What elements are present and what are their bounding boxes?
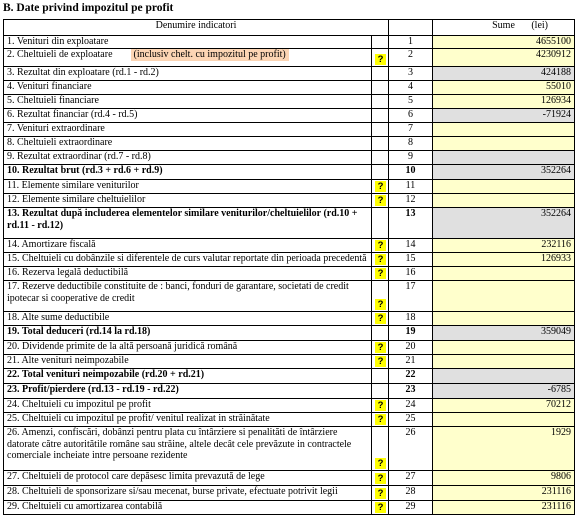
help-cell — [372, 267, 389, 281]
help-cell — [372, 180, 389, 194]
value-input[interactable]: 4230912 — [433, 49, 575, 67]
row-number: 21 — [389, 355, 433, 369]
indicator-label: 20. Dividende primite de la altă persoană juridică română — [7, 341, 238, 352]
row-number: 16 — [389, 267, 433, 281]
indicator-cell — [4, 281, 372, 312]
indicator-cell — [4, 109, 372, 123]
table-row — [4, 384, 575, 399]
help-cell — [372, 501, 389, 515]
table-row — [4, 137, 575, 151]
table-row — [4, 165, 575, 180]
table-row — [4, 341, 575, 355]
value-input[interactable]: 55010 — [433, 81, 575, 95]
indicator-label: 17. Rezerve deductibile constituite de : banci, fonduri de garantare, societati de credit ipotecar si cooperative de credit — [7, 281, 349, 304]
row-number: 27 — [389, 471, 433, 486]
header-unit: (lei) — [531, 20, 548, 31]
indicator-label: 1. Venituri din exploatare — [7, 36, 109, 47]
table-row — [4, 123, 575, 137]
value-input[interactable]: 70212 — [433, 399, 575, 413]
indicator-label: 7. Venituri extraordinare — [7, 123, 105, 134]
help-cell — [372, 151, 389, 165]
computed-value: -6785 — [433, 384, 575, 399]
value-input[interactable] — [433, 123, 575, 137]
indicator-label: 29. Cheltuieli cu amortizarea contabilă — [7, 501, 163, 512]
help-cell — [372, 123, 389, 137]
indicator-label: 14. Amortizare fiscală — [7, 239, 96, 250]
indicator-note: (inclusiv chelt. cu impozitul pe profit) — [131, 49, 289, 61]
indicator-cell — [4, 355, 372, 369]
row-number: 14 — [389, 239, 433, 253]
indicator-label: 26. Amenzi, confiscări, dobânzi pentru plata cu întârziere si penalităti de întârziere datorate către autoritătile române sau străine, altele decât cele prevăzute in contractele comerciale incheiate intre persoane rezidente — [7, 427, 352, 461]
table-row — [4, 413, 575, 427]
indicator-cell — [4, 413, 372, 427]
indicator-cell — [4, 208, 372, 239]
table-row — [4, 109, 575, 123]
indicator-cell — [4, 49, 372, 67]
section-title: B. Date privind impozitul pe profit — [3, 2, 174, 14]
indicator-label: 13. Rezultat după includerea elementelor similare veniturilor/cheltuielilor (rd.10 + rd.11 - rd.12) — [7, 208, 358, 231]
row-number: 12 — [389, 194, 433, 208]
value-input[interactable] — [433, 194, 575, 208]
computed-value: 352264 — [433, 165, 575, 180]
question-mark-icon[interactable]: ? — [375, 299, 386, 310]
help-cell — [372, 239, 389, 253]
indicator-cell — [4, 341, 372, 355]
indicator-cell — [4, 95, 372, 109]
computed-value: 424188 — [433, 67, 575, 81]
indicator-label: 6. Rezultat financiar (rd.4 - rd.5) — [7, 109, 138, 120]
indicator-cell — [4, 180, 372, 194]
help-cell — [372, 427, 389, 471]
table-row — [4, 36, 575, 49]
computed-value — [433, 369, 575, 384]
table-row — [4, 369, 575, 384]
row-number: 23 — [389, 384, 433, 399]
row-number: 19 — [389, 326, 433, 341]
indicator-cell — [4, 165, 372, 180]
table-row — [4, 49, 575, 67]
table-row — [4, 281, 575, 312]
table-row — [4, 399, 575, 413]
help-cell — [372, 49, 389, 67]
question-mark-icon[interactable]: ? — [375, 195, 386, 206]
table-row — [4, 208, 575, 239]
header-sums-label: Sume — [492, 20, 515, 31]
value-input[interactable] — [433, 180, 575, 194]
value-input[interactable] — [433, 413, 575, 427]
help-cell — [372, 165, 389, 180]
table-row — [4, 427, 575, 471]
indicator-label: 12. Elemente similare cheltuielilor — [7, 194, 146, 205]
question-mark-icon[interactable]: ? — [375, 240, 386, 251]
indicator-cell — [4, 36, 372, 49]
indicator-cell — [4, 369, 372, 384]
indicator-label: 15. Cheltuieli cu dobânzile si diferentele de curs valutar reportate din perioada precedentă — [7, 253, 367, 264]
row-number: 11 — [389, 180, 433, 194]
row-number: 1 — [389, 36, 433, 49]
indicator-cell — [4, 267, 372, 281]
table-row — [4, 95, 575, 109]
help-cell — [372, 208, 389, 239]
indicator-cell — [4, 253, 372, 267]
row-number: 15 — [389, 253, 433, 267]
question-mark-icon[interactable]: ? — [375, 54, 386, 65]
row-number: 26 — [389, 427, 433, 471]
computed-value — [433, 151, 575, 165]
indicator-label: 5. Cheltuieli financiare — [7, 95, 99, 106]
table-row — [4, 471, 575, 486]
help-cell — [372, 399, 389, 413]
indicator-cell — [4, 312, 372, 326]
question-mark-icon[interactable]: ? — [375, 473, 386, 484]
indicator-cell — [4, 81, 372, 95]
table-row — [4, 194, 575, 208]
table-row — [4, 501, 575, 515]
question-mark-icon[interactable]: ? — [375, 181, 386, 192]
question-mark-icon[interactable]: ? — [375, 356, 386, 367]
table-row — [4, 355, 575, 369]
computed-value: 359049 — [433, 326, 575, 341]
indicator-label: 21. Alte venituri neimpozabile — [7, 355, 129, 366]
header-description: Denumire indicatori — [4, 20, 389, 36]
computed-value: 352264 — [433, 208, 575, 239]
table-row — [4, 81, 575, 95]
indicator-label: 23. Profit/pierdere (rd.13 - rd.19 - rd.22) — [7, 384, 179, 395]
indicator-label: 22. Total venituri neimpozabile (rd.20 + rd.21) — [7, 369, 205, 380]
table-row — [4, 312, 575, 326]
help-cell — [372, 137, 389, 151]
row-number: 29 — [389, 501, 433, 515]
indicator-cell — [4, 326, 372, 341]
help-cell — [372, 95, 389, 109]
indicator-label: 16. Rezerva legală deductibilă — [7, 267, 129, 278]
help-cell — [372, 413, 389, 427]
row-number: 13 — [389, 208, 433, 239]
value-input[interactable] — [433, 341, 575, 355]
help-cell — [372, 194, 389, 208]
help-cell — [372, 326, 389, 341]
table-header-row — [4, 20, 575, 36]
table-row — [4, 239, 575, 253]
indicator-cell — [4, 486, 372, 501]
indicator-cell — [4, 501, 372, 515]
row-number: 24 — [389, 399, 433, 413]
help-cell — [372, 253, 389, 267]
indicator-label: 24. Cheltuieli cu impozitul pe profit — [7, 399, 151, 410]
help-cell — [372, 355, 389, 369]
question-mark-icon[interactable]: ? — [375, 400, 386, 411]
indicator-label: 8. Cheltuieli extraordinare — [7, 137, 113, 148]
value-input[interactable]: 4655100 — [433, 36, 575, 49]
question-mark-icon[interactable]: ? — [375, 458, 386, 469]
table-row — [4, 326, 575, 341]
row-number: 22 — [389, 369, 433, 384]
help-cell — [372, 312, 389, 326]
computed-value: -71924 — [433, 109, 575, 123]
value-input[interactable] — [433, 281, 575, 312]
header-sums — [433, 20, 575, 36]
help-cell — [372, 384, 389, 399]
value-input[interactable]: 231116 — [433, 501, 575, 515]
row-number: 2 — [389, 49, 433, 67]
indicator-label: 2. Cheltuieli de exploatare — [7, 49, 113, 60]
value-input[interactable]: 231116 — [433, 486, 575, 501]
table-row — [4, 67, 575, 81]
value-input[interactable] — [433, 312, 575, 326]
row-number: 20 — [389, 341, 433, 355]
indicator-cell — [4, 471, 372, 486]
value-input[interactable]: 9806 — [433, 471, 575, 486]
indicator-label: 19. Total deduceri (rd.14 la rd.18) — [7, 326, 151, 337]
table-row — [4, 151, 575, 165]
indicator-cell — [4, 399, 372, 413]
help-cell — [372, 81, 389, 95]
indicator-cell — [4, 67, 372, 81]
indicator-label: 3. Rezultat din exploatare (rd.1 - rd.2) — [7, 67, 159, 78]
indicator-cell — [4, 194, 372, 208]
indicator-label: 28. Cheltuieli de sponsorizare si/sau mecenat, burse private, efectuate potrivit legii — [7, 486, 338, 497]
question-mark-icon[interactable]: ? — [375, 488, 386, 499]
help-cell — [372, 369, 389, 384]
table-row — [4, 253, 575, 267]
row-number: 17 — [389, 281, 433, 312]
indicator-cell — [4, 427, 372, 471]
row-number: 9 — [389, 151, 433, 165]
indicator-label: 18. Alte sume deductibile — [7, 312, 110, 323]
question-mark-icon[interactable]: ? — [375, 342, 386, 353]
header-nr — [389, 20, 433, 36]
indicator-cell — [4, 239, 372, 253]
question-mark-icon[interactable]: ? — [375, 502, 386, 513]
help-cell — [372, 67, 389, 81]
row-number: 25 — [389, 413, 433, 427]
profit-tax-table — [3, 19, 575, 515]
help-cell — [372, 486, 389, 501]
row-number: 3 — [389, 67, 433, 81]
help-cell — [372, 281, 389, 312]
indicator-cell — [4, 123, 372, 137]
value-input[interactable]: 232116 — [433, 239, 575, 253]
indicator-label: 10. Rezultat brut (rd.3 + rd.6 + rd.9) — [7, 165, 163, 176]
indicator-label: 11. Elemente similare veniturilor — [7, 180, 139, 191]
table-row — [4, 180, 575, 194]
value-input[interactable]: 126934 — [433, 95, 575, 109]
table-row — [4, 486, 575, 501]
indicator-label: 25. Cheltuieli cu impozitul pe profit/ venitul realizat in străinătate — [7, 413, 270, 424]
indicator-label: 9. Rezultat extraordinar (rd.7 - rd.8) — [7, 151, 151, 162]
row-number: 18 — [389, 312, 433, 326]
row-number: 7 — [389, 123, 433, 137]
help-cell — [372, 471, 389, 486]
question-mark-icon[interactable]: ? — [375, 414, 386, 425]
row-number: 8 — [389, 137, 433, 151]
indicator-label: 27. Cheltuieli de protocol care depăsesc limita prevazută de lege — [7, 471, 265, 482]
question-mark-icon[interactable]: ? — [375, 268, 386, 279]
indicator-cell — [4, 137, 372, 151]
row-number: 5 — [389, 95, 433, 109]
value-input[interactable] — [433, 355, 575, 369]
value-input[interactable]: 126933 — [433, 253, 575, 267]
value-input[interactable]: 1929 — [433, 427, 575, 471]
question-mark-icon[interactable]: ? — [375, 313, 386, 324]
value-input[interactable] — [433, 267, 575, 281]
indicator-cell — [4, 151, 372, 165]
indicator-label: 4. Venituri financiare — [7, 81, 92, 92]
table-row — [4, 267, 575, 281]
value-input[interactable] — [433, 137, 575, 151]
help-cell — [372, 36, 389, 49]
row-number: 10 — [389, 165, 433, 180]
help-cell — [372, 109, 389, 123]
indicator-cell — [4, 384, 372, 399]
question-mark-icon[interactable]: ? — [375, 254, 386, 265]
row-number: 28 — [389, 486, 433, 501]
help-cell — [372, 341, 389, 355]
row-number: 4 — [389, 81, 433, 95]
row-number: 6 — [389, 109, 433, 123]
